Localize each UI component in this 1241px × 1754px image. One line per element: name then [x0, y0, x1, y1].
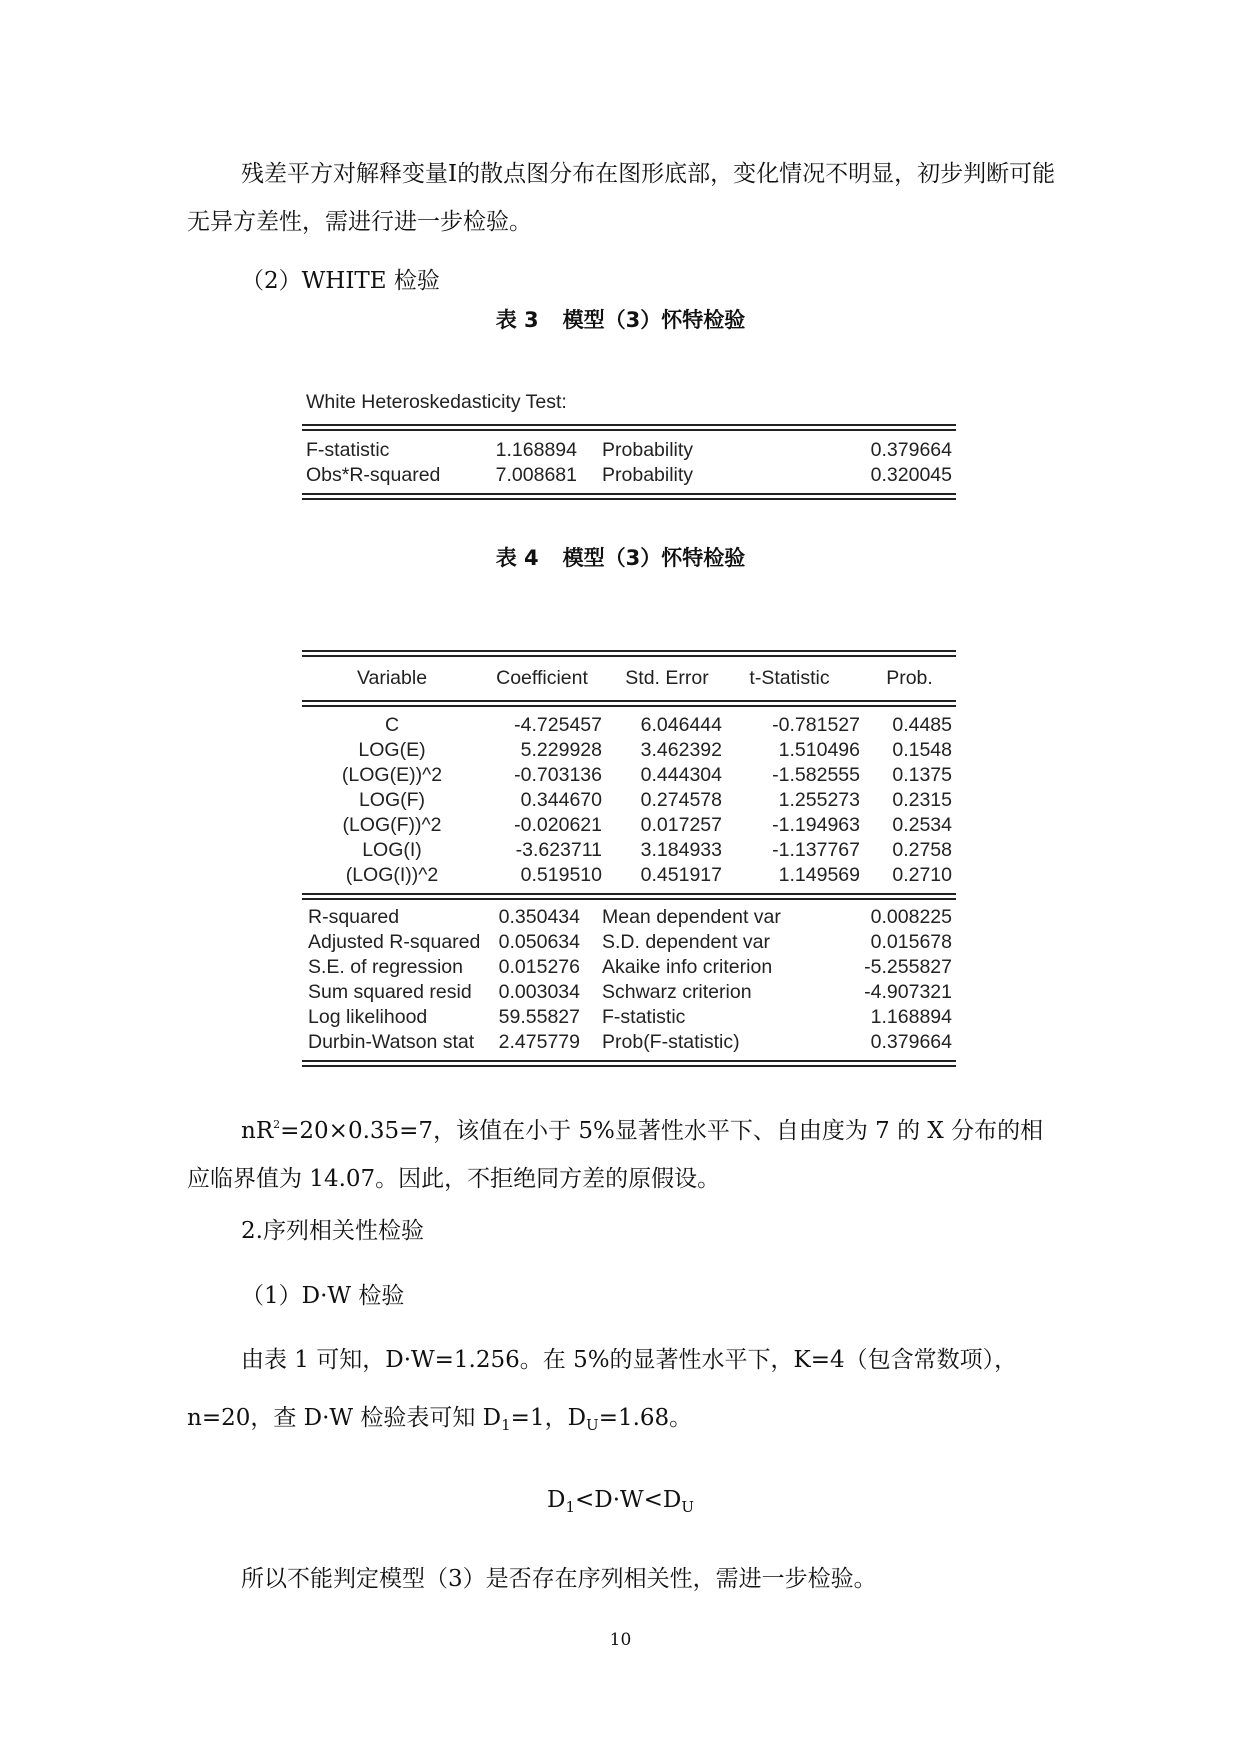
stat-label: F-statistic	[602, 1006, 686, 1028]
coefficient-row	[302, 738, 956, 763]
coefficient-row	[302, 713, 956, 738]
heading-white-test: （2）WHITE 检验	[241, 268, 440, 294]
stat-label: Sum squared resid	[308, 981, 472, 1003]
header-std-error: Std. Error	[625, 667, 709, 689]
stat-label: R-squared	[308, 906, 400, 928]
stat-label: S.D. dependent var	[602, 931, 771, 953]
stat-value: 0.350434	[498, 906, 580, 928]
stat-value: 0.008225	[870, 906, 952, 928]
prob-value: 0.2534	[892, 814, 952, 836]
prob-label: Probability	[602, 464, 694, 486]
paragraph-nr2	[187, 1101, 1057, 1203]
stat-value: 7.008681	[495, 464, 577, 486]
t-statistic-value: -1.194963	[772, 814, 860, 836]
stat-label: Obs*R-squared	[306, 464, 441, 486]
coefficient-value: 0.519510	[520, 864, 602, 886]
variable-name: C	[384, 714, 400, 736]
summary-stat-row	[302, 930, 956, 955]
summary-stat-row	[302, 980, 956, 1005]
heading-dw-test: （1）D·W 检验	[241, 1283, 405, 1309]
stat-value: -5.255827	[864, 956, 952, 978]
table3-title: 模型（3）怀特检验	[562, 308, 746, 332]
stat-value: 0.015276	[498, 956, 580, 978]
std-error-value: 3.462392	[640, 739, 722, 761]
formula-part-a: D	[546, 1487, 566, 1513]
coefficient-value: -0.703136	[514, 764, 602, 786]
header-coefficient: Coefficient	[496, 667, 588, 689]
white-test-top-rule	[302, 424, 956, 431]
coefficient-value: 5.229928	[520, 739, 602, 761]
stat-label: Log likelihood	[308, 1006, 428, 1028]
page-number: 10	[609, 1630, 632, 1650]
coefficient-row	[302, 763, 956, 788]
header-t-statistic: t-Statistic	[749, 667, 830, 689]
nr2-prefix: nR	[241, 1118, 274, 1144]
coefficient-rows	[302, 713, 956, 888]
table4-title: 模型（3）怀特检验	[562, 546, 746, 570]
prob-label: Probability	[602, 439, 694, 461]
stat-value: 2.475779	[498, 1031, 580, 1053]
prob-value: 0.1548	[892, 739, 952, 761]
table3-caption	[0, 304, 1241, 334]
regression-header-row	[302, 657, 956, 700]
std-error-value: 6.046444	[640, 714, 722, 736]
white-test-title: White Heteroskedasticity Test:	[306, 391, 567, 413]
coefficient-row	[302, 813, 956, 838]
summary-stat-row	[302, 905, 956, 930]
dw-line2-part-b: =1，D	[510, 1405, 587, 1431]
coefficient-value: -3.623711	[515, 839, 602, 861]
coefficient-value: -0.020621	[514, 814, 602, 836]
stat-value: 0.050634	[498, 931, 580, 953]
prob-value: 0.320045	[870, 464, 952, 486]
coefficient-value: -4.725457	[514, 714, 602, 736]
stat-label: Akaike info criterion	[602, 956, 773, 978]
prob-value: 0.2758	[892, 839, 952, 861]
stat-value: 0.003034	[498, 981, 580, 1003]
stat-value: 1.168894	[495, 439, 577, 461]
prob-value: 0.2710	[892, 864, 952, 886]
regression-bottom-rule	[302, 1060, 956, 1067]
dw-line2-part-a: n=20，查 D·W 检验表可知 D	[187, 1405, 502, 1431]
std-error-value: 3.184933	[640, 839, 722, 861]
variable-name: (LOG(F))^2	[342, 814, 442, 836]
regression-top-rule	[302, 650, 956, 657]
t-statistic-value: 1.149569	[778, 864, 860, 886]
formula-subscript-u: U	[681, 1498, 695, 1516]
variable-name: (LOG(E))^2	[341, 764, 443, 786]
formula-subscript-1: 1	[565, 1498, 575, 1516]
coefficient-value: 0.344670	[520, 789, 602, 811]
table3-number: 表 3	[495, 308, 539, 332]
white-test-row	[302, 438, 956, 463]
formula-part-b: <D·W<D	[574, 1487, 682, 1513]
nr2-text: =20×0.35=7，该值在小于 5%显著性水平下、自由度为 7 的 X 分布的相应临界值为 14.07。因此，不拒绝同方差的原假设。	[187, 1118, 1044, 1192]
summary-stat-row	[302, 955, 956, 980]
du-subscript: U	[586, 1416, 599, 1434]
prob-value: 0.1375	[892, 764, 952, 786]
summary-stat-row	[302, 1005, 956, 1030]
coefficient-row	[302, 863, 956, 888]
t-statistic-value: -0.781527	[772, 714, 860, 736]
std-error-value: 0.017257	[640, 814, 722, 836]
t-statistic-value: 1.510496	[778, 739, 860, 761]
white-test-bottom-rule	[302, 493, 956, 500]
summary-stat-row	[302, 1030, 956, 1055]
stat-value: 0.015678	[870, 931, 952, 953]
paragraph-dw-line2	[187, 1394, 1057, 1449]
stat-label: F-statistic	[306, 439, 390, 461]
table4-number: 表 4	[495, 546, 539, 570]
coefficient-row	[302, 838, 956, 863]
stat-label: Durbin-Watson stat	[308, 1031, 475, 1053]
std-error-value: 0.274578	[640, 789, 722, 811]
stat-label: S.E. of regression	[308, 956, 463, 978]
stat-value: 1.168894	[870, 1006, 952, 1028]
heading-serial-correlation: 2.序列相关性检验	[241, 1218, 424, 1244]
paragraph-scatter-analysis: 残差平方对解释变量I的散点图分布在图形底部，变化情况不明显，初步判断可能无异方差性，需进行进一步检验。	[187, 161, 1056, 235]
t-statistic-value: -1.582555	[772, 764, 860, 786]
std-error-value: 0.451917	[640, 864, 722, 886]
table4-caption	[0, 542, 1241, 572]
variable-name: LOG(I)	[362, 839, 422, 861]
paragraph-conclusion: 所以不能判定模型（3）是否存在序列相关性，需进一步检验。	[241, 1566, 877, 1592]
nr2-superscript: 2	[273, 1118, 281, 1131]
stat-label: Prob(F-statistic)	[602, 1031, 740, 1053]
stat-label: Schwarz criterion	[602, 981, 752, 1003]
stat-value: 0.379664	[870, 1031, 952, 1053]
prob-value: 0.2315	[892, 789, 952, 811]
prob-value: 0.379664	[870, 439, 952, 461]
stat-label: Adjusted R-squared	[308, 931, 481, 953]
dw-inequality-formula	[0, 1476, 1241, 1531]
white-test-row	[302, 463, 956, 488]
variable-name: (LOG(I))^2	[345, 864, 439, 886]
paragraph-dw-line1: 由表 1 可知，D·W=1.256。在 5%的显著性水平下，K=4（包含常数项），	[241, 1347, 1018, 1373]
coefficient-row	[302, 788, 956, 813]
dw-line2-part-c: =1.68。	[598, 1405, 693, 1431]
stat-value: 59.55827	[498, 1006, 580, 1028]
regression-table	[302, 650, 956, 1067]
header-variable: Variable	[356, 667, 428, 689]
dl-subscript: 1	[501, 1416, 511, 1434]
variable-name: LOG(E)	[358, 739, 426, 761]
stat-label: Mean dependent var	[602, 906, 781, 928]
white-test-title-row	[302, 390, 956, 424]
t-statistic-value: 1.255273	[778, 789, 860, 811]
prob-value: 0.4485	[892, 714, 952, 736]
white-test-table	[302, 390, 956, 500]
regression-mid-rule	[302, 893, 956, 900]
summary-stat-rows	[302, 905, 956, 1055]
variable-name: LOG(F)	[358, 789, 426, 811]
header-prob: Prob.	[886, 667, 933, 689]
std-error-value: 0.444304	[640, 764, 722, 786]
stat-value: -4.907321	[864, 981, 952, 1003]
regression-header-rule	[302, 700, 956, 707]
t-statistic-value: -1.137767	[772, 839, 860, 861]
